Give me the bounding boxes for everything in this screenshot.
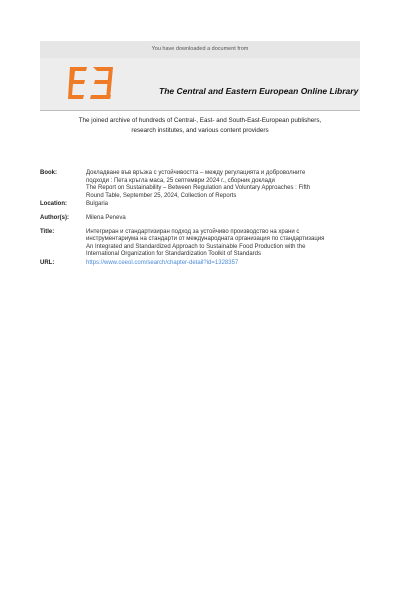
book-row [40,170,370,200]
authors-row [40,215,370,223]
title-line: International Organization for Standardization Toolkit of Standards [86,251,261,258]
description-line: research institutes, and various content providers [131,126,269,134]
library-title: The Central and Eastern European Online Library [159,86,359,96]
url-label: URL: [40,259,55,266]
ceeol-logo-icon [67,65,117,101]
authors-label: Author(s): [40,214,69,221]
book-value [86,170,370,200]
download-banner [40,41,360,59]
title-label: Title: [40,228,55,235]
book-label: Book: [40,170,57,176]
chapter-url-link[interactable]: https://www.ceeol.com/search/chapter-detail?id=1328357 [86,259,239,266]
title-line: Интегриран и стандартизиран подход за устойчиво производство на храни с [86,228,300,235]
document-metadata [40,170,370,269]
description-line: The joined archive of hundreds of Central-, East- and South-East-European publishers, [78,117,322,124]
title-line: инструментариума на стандарти от международната организация по стандартизация [86,236,325,243]
location-label: Location: [40,201,67,208]
location-value: Bulgaria [86,201,109,208]
library-description [40,116,360,135]
book-line: The Report on Sustainability – Between Regulation and Voluntary Approaches : Fifth [86,185,311,192]
authors-value: Milena Peneva [86,214,126,221]
book-line: Докладване във връзка с устойчивостта – между регулацията и доброволните [86,170,306,176]
library-header [40,58,360,111]
title-value [86,229,370,259]
title-row [40,229,370,259]
title-line: An Integrated and Standardized Approach to Sustainable Food Production with the [86,243,306,250]
url-row [40,260,370,268]
book-line: подходи : Пета кръгла маса, 25 септември 2024 г., сборник доклади [86,177,275,184]
downloaded-notice: You have downloaded a document from [151,46,249,52]
location-row [40,201,370,209]
book-line: Round Table, September 25, 2024, Collection of Reports [86,192,237,199]
